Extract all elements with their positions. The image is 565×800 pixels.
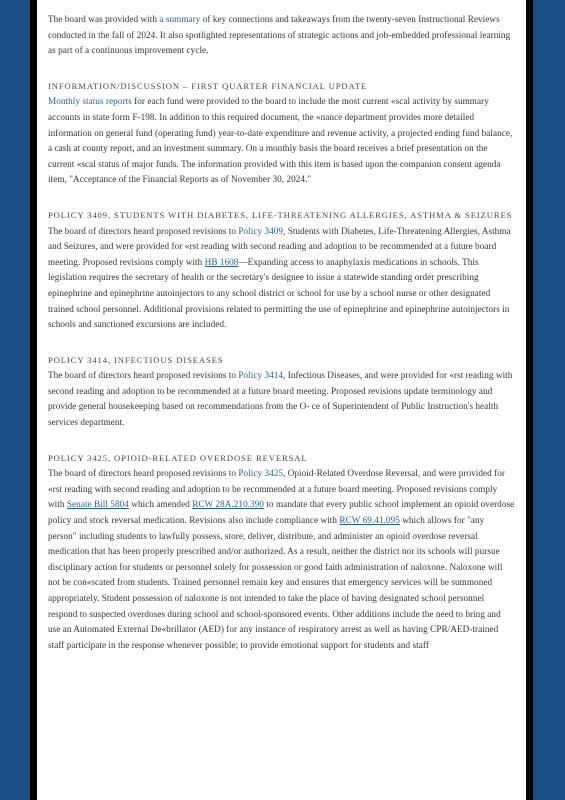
newsletter-content: [37, 0, 526, 653]
financial-update-paragraph: [48, 94, 515, 188]
financial-update-heading: INFORMATION/DISCUSSION – FIRST QUARTER FINANCIAL UPDATE: [48, 80, 367, 91]
intro-paragraph: [48, 12, 515, 59]
newsletter-page: [37, 0, 526, 800]
policy-3409-text-1: The board of directors heard proposed revisions to: [48, 225, 239, 236]
policy-3425-text-2: , Opioid-Related Overdose Reversal, and were provided for «rst reading with second reading and adoption to be recommended at a future board meeting. Proposed revisions comply with: [48, 468, 506, 510]
policy-3409-heading: POLICY 3409, STUDENTS WITH DIABETES, LIFE-THREATENING ALLERGIES, ASTHMA & SEIZURES: [48, 209, 513, 220]
hb-1608-link[interactable]: HB 1608: [204, 256, 239, 267]
policy-3409-paragraph: [48, 224, 515, 333]
policy-3409-text-2: , Students with Diabetes, Life-Threatening Allergies, Asthma and Seizures, and were provided for «rst reading with second reading and adoption to be recommended at a future board meeting. Proposed revisions comply with: [48, 225, 511, 267]
policy-3414-text-1: The board of directors heard proposed revisions to: [48, 370, 239, 381]
monthly-status-reports-link[interactable]: Monthly status reports: [48, 96, 132, 107]
policy-3425-text-5: which allows for "any person" including students to lawfully possess, store, deliver, distribute, and administer an opioid overdose reversal medication that has been properly prescribed and/or authorized. As a result, neither the district nor its schools will pursue disciplinary action for students or personnel solely for possession or good faith administration of naloxone. Naloxone will not be con«scated from students. Trained personnel remain key and ensures that emergency services will be summoned appropriately. Student possession of naloxone is not intended to take the place of having designated school personnel respond to suspected overdoses during school and school-sponsored events. Other additions include the need to bring and use an Automated External De«brillator (AED) for any instance of respiratory arrest as well as having CPR/AED-trained staff participate in the response whenever possible; to provide emotional support for students and staff: [48, 515, 503, 650]
senate-bill-5804-link[interactable]: Senate Bill 5804: [66, 499, 129, 510]
intro-text-2: of key connections and takeaways from the twenty-seven Instructional Reviews conducted in the fall of 2024. It also spotlighted representations of strategic actions and job-embedded professional learning as part of a continuous improvement cycle.: [48, 14, 511, 56]
policy-3425-text-1: The board of directors heard proposed revisions to: [48, 468, 239, 479]
policy-3409-text-3: —Expanding access to anaphylaxis medications in schools. This legislation requires the secretary of health or the secretary's designee to issue a statewide standing order prescribing epinephrine and epinephrine autoinjectors to any school district or school for use by a school nurse or other designated trained school personnel. Additional provisions related to permitting the use of epinephrine and epinephrine autoinjectors in schools and sanctioned excursions are included.: [48, 256, 510, 330]
policy-3425-text-4: to mandate that every public school implement an opioid overdose policy and stock reversal medication. Revisions also include compliance with: [48, 499, 515, 526]
financial-text: for each fund were provided to the board to include the most current «scal activity by summary accounts in state form F-198. In addition to this required document, the «nance department provides more detailed information on general fund (operating fund) year-to-date expenditure and revenue activity, a projected ending fund balance, a cash at county report, and an investment summary. On a monthly basis the board receives a brief presentation on the current «scal status of major funds. The information provided with this item is based upon the companion consent agenda item, "Acceptance of the Financial Reports as of November 30, 2024.": [48, 96, 513, 185]
policy-3414-heading: POLICY 3414, INFECTIOUS DISEASES: [48, 354, 224, 365]
rcw-28a-210-390-link[interactable]: RCW 28A.210.390: [192, 499, 264, 510]
policy-3425-text-3: which amended: [128, 499, 193, 510]
policy-3414-paragraph: [48, 368, 515, 430]
policy-3425-heading: POLICY 3425, OPIOID-RELATED OVERDOSE REVERSAL: [48, 452, 308, 463]
policy-3414-text-2: , Infectious Diseases, and were provided for «rst reading with second reading and adoption to be recommended at a future board meeting. Proposed revisions update terminology and provide general housekeeping based on recommendations from the O- ce of Superintendent of Public Instruction's health services department.: [48, 370, 513, 428]
policy-3425-paragraph: [48, 466, 515, 653]
rcw-69-41-095-link[interactable]: RCW 69.41.095: [339, 515, 400, 526]
policy-3425-link[interactable]: Policy 3425: [238, 468, 284, 479]
policy-3409-link[interactable]: Policy 3409: [238, 225, 284, 236]
policy-3414-link[interactable]: Policy 3414: [238, 370, 284, 381]
summary-link[interactable]: a summary: [159, 14, 201, 24]
intro-text-1: The board was provided with: [48, 14, 160, 24]
